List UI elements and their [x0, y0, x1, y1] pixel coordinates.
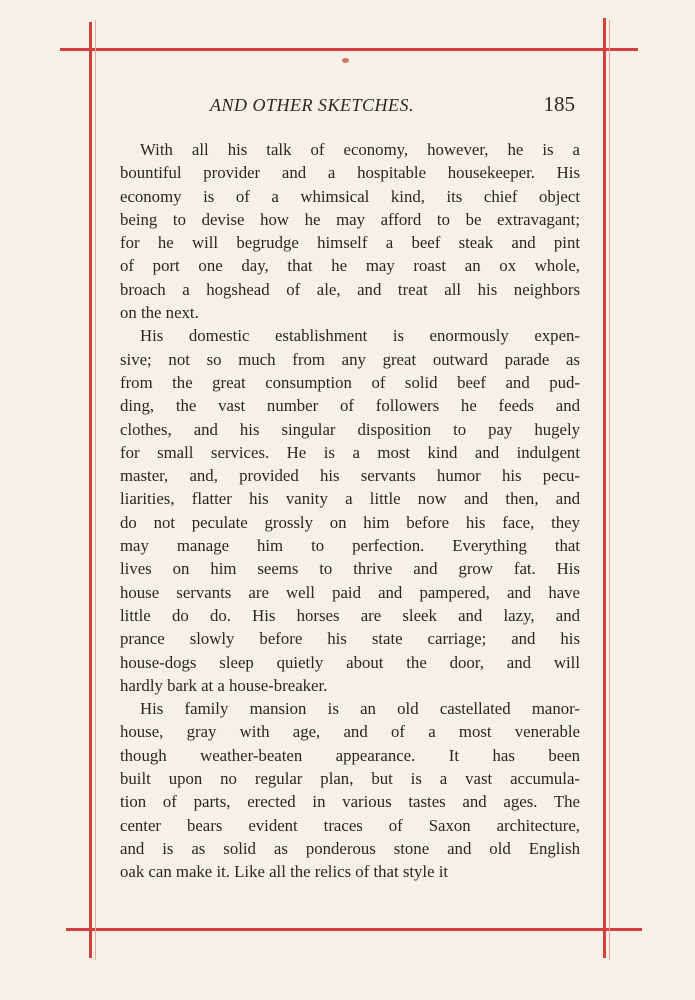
text-line: tion of parts, erected in various tastes and ages. The [120, 792, 580, 812]
running-head [210, 92, 575, 120]
text-line: bountiful provider and a hospitable housekeeper. His [120, 163, 580, 183]
text-line: With all his talk of economy, however, he is a [140, 140, 580, 159]
body-text [120, 138, 580, 884]
text-line: oak can make it. Like all the relics of that style it [120, 862, 449, 882]
text-line: clothes, and his singular disposition to pay hugely [120, 419, 580, 439]
text-line: hardly bark at a house-breaker. [120, 675, 328, 695]
text-line: for small services. He is a most kind and indulgent [120, 442, 580, 462]
text-line: broach a hogshead of ale, and treat all his neighbors [120, 279, 580, 299]
paragraph [120, 697, 580, 883]
text-line: and is as solid as ponderous stone and old English [120, 838, 580, 858]
border-rule-bottom [66, 928, 642, 931]
text-line: from the great consumption of solid beef and pud- [120, 372, 580, 392]
border-rule-right-inner [609, 20, 610, 960]
text-line: lives on him seems to thrive and grow fat. His [120, 559, 580, 579]
text-line: His domestic establishment is enormously expen- [140, 326, 580, 346]
text-line: house servants are well paid and pampered, and have [120, 582, 580, 602]
text-line: though weather-beaten appearance. It has been [120, 745, 580, 765]
text-line: built upon no regular plan, but is a vast accumula- [120, 769, 580, 789]
paragraph [120, 324, 580, 697]
text-line: center bears evident traces of Saxon architecture, [120, 815, 580, 835]
text-line: sive; not so much from any great outward parade as [120, 349, 580, 369]
text-line: being to devise how he may afford to be extravagant; [120, 209, 580, 229]
text-line: ding, the vast number of followers he feeds and [120, 396, 580, 416]
paragraph [120, 138, 580, 324]
border-rule-right [603, 18, 606, 958]
border-rule-left-inner [95, 20, 96, 960]
text-line: for he will begrudge himself a beef steak and pint [120, 233, 580, 253]
text-line: of port one day, that he may roast an ox whole, [120, 256, 580, 276]
ink-spot [342, 58, 349, 63]
text-line: little do do. His horses are sleek and lazy, and [120, 605, 580, 625]
text-line: house-dogs sleep quietly about the door, and will [120, 652, 580, 672]
text-line: economy is of a whimsical kind, its chief object [120, 186, 580, 206]
page-number: 185 [543, 92, 575, 116]
text-line: prance slowly before his state carriage; and his [120, 629, 580, 649]
running-title: AND OTHER SKETCHES. [210, 95, 415, 115]
text-line: do not peculate grossly on him before his face, they [120, 512, 580, 532]
text-line: master, and, provided his servants humor his pecu- [120, 466, 580, 486]
text-line: may manage him to perfection. Everything that [120, 536, 580, 556]
text-line: house, gray with age, and of a most venerable [120, 722, 580, 742]
border-rule-left [89, 22, 92, 958]
text-line: His family mansion is an old castellated manor- [140, 699, 580, 719]
border-rule-top [60, 48, 638, 51]
text-line: on the next. [120, 303, 199, 323]
text-line: liarities, flatter his vanity a little now and then, and [120, 489, 580, 509]
